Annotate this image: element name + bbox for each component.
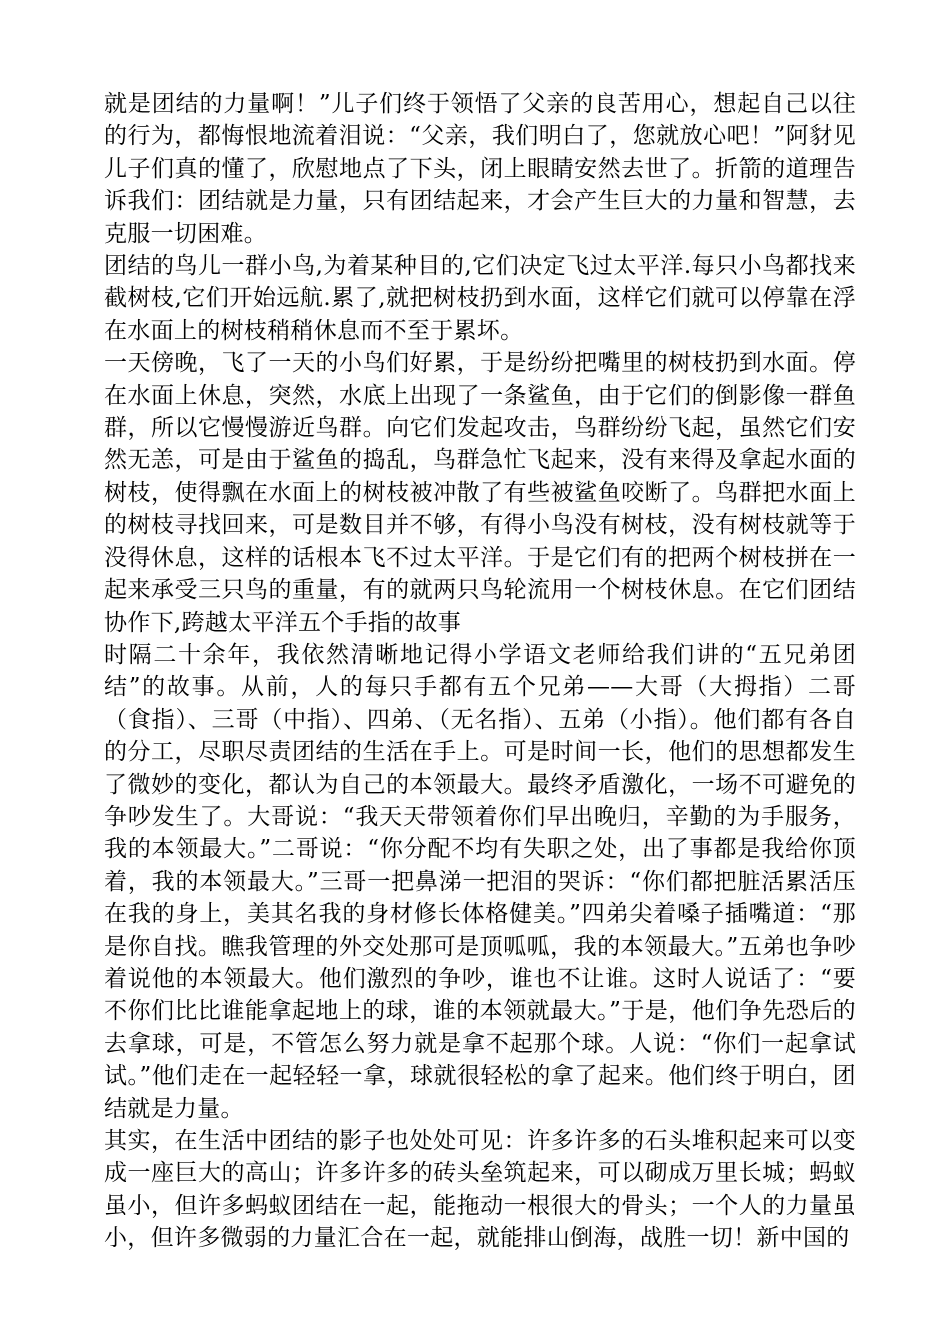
paragraph-2: 团结的鸟儿一群小鸟,为着某种目的,它们决定飞过太平洋.每只小鸟都找来截树枝,它们开始远航.累了,就把树枝扔到水面，这样它们就可以停靠在浮在水面上的树枝稍稍休息而不至于累坏。 <box>104 253 856 344</box>
paragraph-4: 时隔二十余年，我依然清晰地记得小学语文老师给我们讲的“五兄弟团结”的故事。从前，人的每只手都有五个兄弟——大哥（大拇指）二哥（食指）、三哥（中指）、四弟、（无名指）、五弟（小指）。他们都有各自的分工，尽职尽责团结的生活在手上。可是时间一长，他们的思想都发生了微妙的变化，都认为自己的本领最大。最终矛盾激化，一场不可避免的争吵发生了。大哥说：“我天天带领着你们早出晚归，辛勤的为手服务，我的本领最大。”二哥说：“你分配不均有失职之处，出了事都是我给你顶着，我的本领最大。”三哥一把鼻涕一把泪的哭诉：“你们都把脏活累活压在我的身上，美其名我的身材修长体格健美。”四弟尖着嗓子插嘴道：“那是你自找。瞧我管理的外交处那可是顶呱呱，我的本领最大。”五弟也争吵着说他的本领最大。他们激烈的争吵，谁也不让谁。这时人说话了：“要不你们比比谁能拿起地上的球，谁的本领就最大。”于是，他们争先恐后的去拿球，可是，不管怎么努力就是拿不起那个球。人说：“你们一起拿试试。”他们走在一起轻轻一拿，球就很轻松的拿了起来。他们终于明白，团结就是力量。 <box>104 641 856 1122</box>
paragraph-3: 一天傍晚，飞了一天的小鸟们好累，于是纷纷把嘴里的树枝扔到水面。停在水面上休息，突然，水底上出现了一条鲨鱼，由于它们的倒影像一群鱼群，所以它慢慢游近鸟群。向它们发起攻击，鸟群纷纷飞起，虽然它们安然无恙，可是由于鲨鱼的捣乱，鸟群急忙飞起来，没有来得及拿起水面的树枝，使得飘在水面上的树枝被冲散了有些被鲨鱼咬断了。鸟群把水面上的树枝寻找回来，可是数目并不够，有得小鸟没有树枝，没有树枝就等于没得休息，这样的话根本飞不过太平洋。于是它们有的把两个树枝拼在一起来承受三只鸟的重量，有的就两只鸟轮流用一个树枝休息。在它们团结协作下,跨越太平洋五个手指的故事 <box>104 350 856 636</box>
paragraph-1: 就是团结的力量啊！”儿子们终于领悟了父亲的良苦用心，想起自己以往的行为，都悔恨地流着泪说：“父亲，我们明白了，您就放心吧！”阿豺见儿子们真的懂了，欣慰地点了下头，闭上眼睛安然去世了。折箭的道理告诉我们：团结就是力量，只有团结起来，才会产生巨大的力量和智慧，去克服一切困难。 <box>104 91 856 247</box>
document-page <box>104 88 856 1255</box>
paragraph-5: 其实，在生活中团结的影子也处处可见：许多许多的石头堆积起来可以变成一座巨大的高山；许多许多的砖头垒筑起来，可以砌成万里长城；蚂蚁虽小，但许多蚂蚁团结在一起，能拖动一根很大的骨头；一个人的力量虽小，但许多微弱的力量汇合在一起，就能排山倒海，战胜一切！新中国的 <box>104 1128 856 1252</box>
